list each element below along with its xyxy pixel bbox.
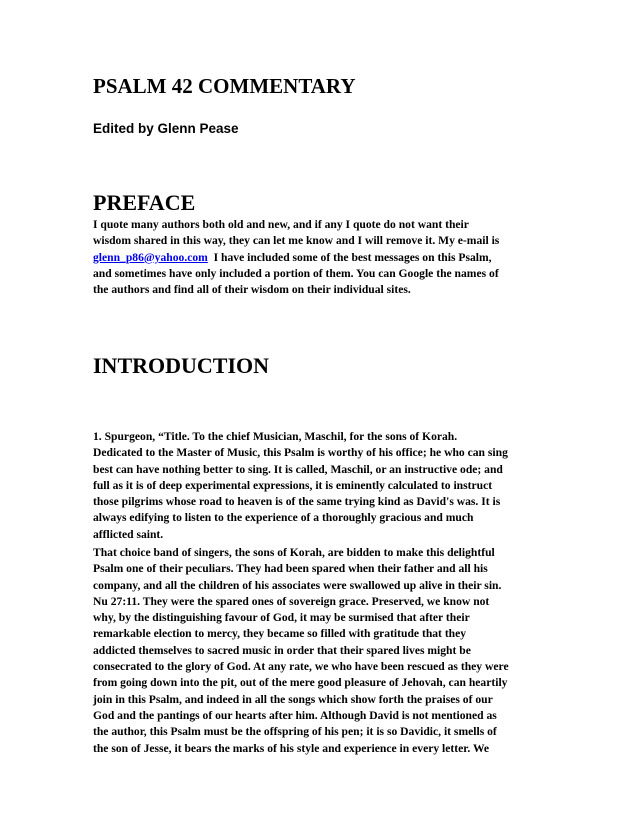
preface-line-with-email bbox=[93, 250, 553, 266]
preface-paragraph bbox=[93, 217, 553, 298]
paragraph-line: Nu 27:11. They were the spared ones of sovereign grace. Preserved, we know not bbox=[93, 594, 490, 608]
paragraph-line: Dedicated to the Master of Music, this Psalm is worthy of his office; he who can sing bbox=[93, 446, 508, 460]
paragraph-line: why, by the distinguishing favour of God, it may be surmised that after their bbox=[93, 611, 470, 625]
preface-line: wisdom shared in this way, they can let me know and I will remove it. My e-mail is bbox=[93, 234, 500, 248]
paragraph-line: 1. Spurgeon, “Title. To the chief Musician, Maschil, for the sons of Korah. bbox=[93, 430, 458, 443]
paragraph-line: consecrated to the glory of God. At any rate, we who have been rescued as they were bbox=[93, 660, 509, 674]
paragraph-line: company, and all the children of his associates were swallowed up alive in their sin. bbox=[93, 578, 502, 592]
introduction-heading: INTRODUCTION bbox=[93, 353, 270, 378]
preface-line: I quote many authors both old and new, and if any I quote do not want their bbox=[93, 218, 469, 231]
preface-line: and sometimes have only included a portion of them. You can Google the names of bbox=[93, 266, 499, 280]
paragraph-line: the author, this Psalm must be the offspring of his pen; it is so Davidic, it smells of bbox=[93, 725, 497, 739]
paragraph-line: afflicted saint. bbox=[93, 527, 164, 541]
document-title: PSALM 42 COMMENTARY bbox=[93, 74, 356, 98]
paragraph-line: always edifying to listen to the experience of a thoroughly gracious and much bbox=[93, 511, 474, 525]
paragraph-line: those pilgrims whose road to heaven is of the same trying kind as David's was. It is bbox=[93, 495, 501, 509]
spurgeon-paragraph bbox=[93, 429, 553, 543]
editor-credit: Edited by Glenn Pease bbox=[93, 121, 239, 136]
paragraph-line: from going down into the pit, out of the mere good pleasure of Jehovah, can heartily bbox=[93, 676, 508, 690]
paragraph-line: join in this Psalm, and indeed in all the songs which show forth the praises of our bbox=[93, 692, 493, 706]
email-link[interactable]: glenn_p86@yahoo.com bbox=[93, 250, 208, 264]
paragraph-line: the son of Jesse, it bears the marks of his style and experience in every letter. We bbox=[93, 741, 490, 755]
paragraph-line: best can have nothing better to sing. It is called, Maschil, or an instructive ode; and bbox=[93, 462, 503, 476]
paragraph-line: Psalm one of their peculiars. They had been spared when their father and all his bbox=[93, 562, 488, 576]
paragraph-line: addicted themselves to sacred music in order that their spared lives might be bbox=[93, 643, 471, 657]
preface-heading: PREFACE bbox=[93, 190, 196, 215]
paragraph-line: full as it is of deep experimental expressions, it is eminently calculated to instruct bbox=[93, 478, 493, 492]
paragraph-line: That choice band of singers, the sons of Korah, are bidden to make this delightful bbox=[93, 546, 495, 559]
paragraph-line: remarkable election to mercy, they became so filled with gratitude that they bbox=[93, 627, 467, 641]
preface-line: the authors and find all of their wisdom on their individual sites. bbox=[93, 283, 411, 297]
paragraph-line: God and the pantings of our hearts after him. Although David is not mentioned as bbox=[93, 708, 497, 722]
preface-line-remainder: I have included some of the best messages on this Psalm, bbox=[207, 250, 492, 264]
sons-of-korah-paragraph bbox=[93, 545, 553, 757]
